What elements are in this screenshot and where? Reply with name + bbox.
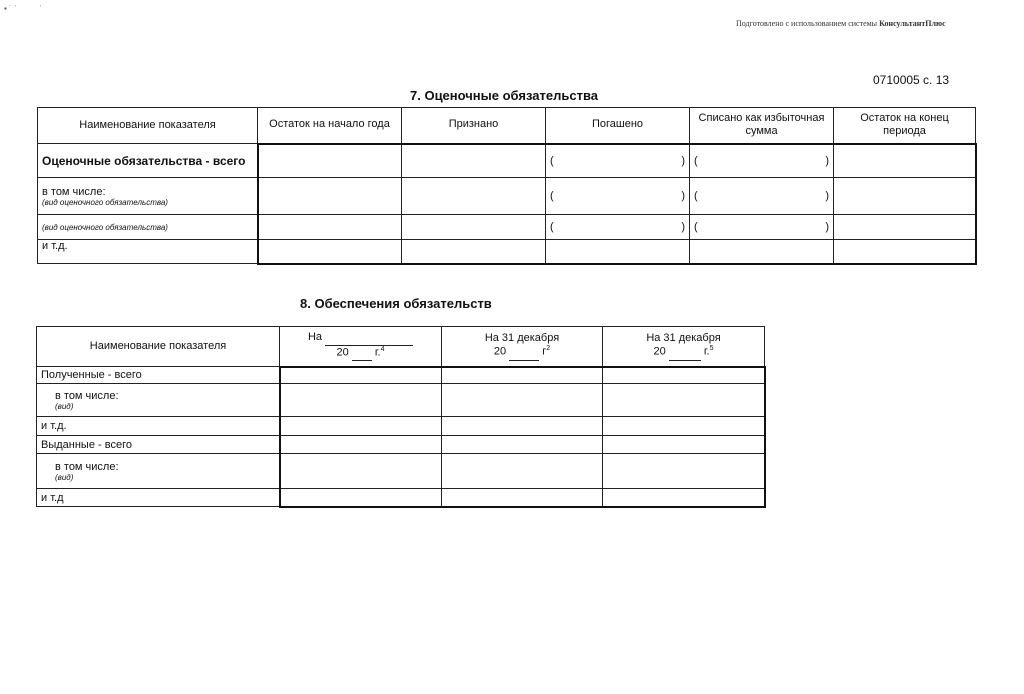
table-row xyxy=(38,215,976,240)
row-label: и т.д. xyxy=(38,240,258,264)
note-prefix: Подготовлено с использованием системы xyxy=(736,19,880,28)
col-header-written-off: Списано как избыточная сумма xyxy=(690,108,834,144)
row-label: в том числе: xyxy=(55,389,119,402)
data-cell[interactable] xyxy=(834,178,976,215)
row-label-cell xyxy=(37,384,280,417)
table-header-row xyxy=(38,108,976,144)
data-cell[interactable] xyxy=(442,436,603,454)
data-cell[interactable] xyxy=(402,215,546,240)
col-header-date3-top: На 31 декабря xyxy=(646,331,721,344)
section8-title: 8. Обеспечения обязательств xyxy=(300,296,492,311)
year-prefix: 20 xyxy=(493,346,507,359)
data-cell[interactable] xyxy=(690,178,834,215)
row-label: в том числе: xyxy=(42,185,106,198)
footnote-mark: 4 xyxy=(380,345,385,353)
row-sublabel: (вид оценочного обязательства) xyxy=(42,197,168,207)
paren-open: ( xyxy=(550,190,554,202)
col-header-recognized: Признано xyxy=(402,108,546,144)
data-cell[interactable] xyxy=(258,240,402,264)
data-cell[interactable] xyxy=(442,417,603,436)
paren-open: ( xyxy=(694,221,698,233)
col-header-date2 xyxy=(442,327,603,367)
data-cell[interactable] xyxy=(834,240,976,264)
footnote-mark: 5 xyxy=(709,345,714,353)
year-prefix: 20 xyxy=(336,346,349,359)
data-cell[interactable] xyxy=(546,240,690,264)
table-row xyxy=(37,489,765,507)
data-cell[interactable] xyxy=(834,215,976,240)
data-cell[interactable] xyxy=(258,178,402,215)
table-row xyxy=(37,384,765,417)
table-row xyxy=(37,454,765,489)
year-prefix: 20 xyxy=(653,346,666,359)
table-row xyxy=(37,367,765,384)
row-label: Полученные - всего xyxy=(37,367,280,384)
table-row xyxy=(38,240,976,264)
table-header-row xyxy=(37,327,765,367)
row-sublabel: (вид) xyxy=(55,401,74,411)
col-header-date2-bottom xyxy=(446,345,598,360)
col-header-closing: Остаток на конец периода xyxy=(834,108,976,144)
col-header-repaid: Погашено xyxy=(546,108,690,144)
data-cell[interactable] xyxy=(280,436,442,454)
data-cell[interactable] xyxy=(258,215,402,240)
col-header-name: Наименование показателя xyxy=(37,327,280,367)
data-cell[interactable] xyxy=(402,240,546,264)
data-cell[interactable] xyxy=(258,144,402,178)
data-cell[interactable] xyxy=(280,489,442,507)
data-cell[interactable] xyxy=(834,144,976,178)
data-cell[interactable] xyxy=(603,454,765,489)
row-label: Оценочные обязательства - всего xyxy=(38,144,258,178)
paren-open: ( xyxy=(550,221,554,233)
col-header-name: Наименование показателя xyxy=(38,108,258,144)
data-cell[interactable] xyxy=(603,489,765,507)
paren-close: ) xyxy=(825,221,829,233)
data-cell[interactable] xyxy=(442,384,603,417)
note-brand: КонсультантПлюс xyxy=(879,19,946,28)
data-cell[interactable] xyxy=(690,240,834,264)
data-cell[interactable] xyxy=(280,367,442,384)
data-cell[interactable] xyxy=(442,367,603,384)
table-row xyxy=(37,417,765,436)
scan-specks: ▪ ˙ ˈ ˈ xyxy=(4,4,42,13)
data-cell[interactable] xyxy=(546,215,690,240)
paren-open: ( xyxy=(694,154,698,167)
table-row xyxy=(38,144,976,178)
col-header-date2-top: На 31 декабря xyxy=(484,331,560,344)
row-label-cell xyxy=(38,178,258,215)
estimated-liabilities-table xyxy=(37,107,977,265)
col-header-date1-top xyxy=(284,331,437,346)
col-header-date1-bottom xyxy=(284,346,437,361)
data-cell[interactable] xyxy=(690,144,834,178)
data-cell[interactable] xyxy=(442,489,603,507)
collateral-table xyxy=(36,326,766,508)
paren-close: ) xyxy=(681,190,685,202)
year-suffix: г. xyxy=(703,346,710,359)
data-cell[interactable] xyxy=(690,215,834,240)
data-cell[interactable] xyxy=(603,436,765,454)
col-header-opening: Остаток на начало года xyxy=(258,108,402,144)
data-cell[interactable] xyxy=(546,144,690,178)
row-label: в том числе: xyxy=(55,460,119,473)
form-code: 0710005 с. 13 xyxy=(873,73,950,87)
row-label: и т.д xyxy=(37,489,280,507)
paren-close: ) xyxy=(681,221,685,233)
data-cell[interactable] xyxy=(280,417,442,436)
consultant-plus-note xyxy=(736,19,946,28)
table-row xyxy=(38,178,976,215)
row-label-cell xyxy=(37,454,280,489)
paren-open: ( xyxy=(550,154,554,167)
data-cell[interactable] xyxy=(603,367,765,384)
data-cell[interactable] xyxy=(280,454,442,489)
paren-close: ) xyxy=(681,154,685,167)
section7-title: 7. Оценочные обязательства xyxy=(410,88,598,103)
data-cell[interactable] xyxy=(546,178,690,215)
data-cell[interactable] xyxy=(280,384,442,417)
data-cell[interactable] xyxy=(402,144,546,178)
footnote-mark: 2 xyxy=(546,345,551,353)
paren-close: ) xyxy=(825,154,829,167)
year-suffix: г. xyxy=(374,346,381,359)
row-sublabel: (вид оценочного обязательства) xyxy=(38,215,258,240)
col-header-date3 xyxy=(603,327,765,367)
col-header-date3-bottom xyxy=(607,345,760,360)
row-label: Выданные - всего xyxy=(37,436,280,454)
date-prefix: На xyxy=(307,331,322,344)
data-cell[interactable] xyxy=(603,384,765,417)
paren-close: ) xyxy=(825,190,829,202)
data-cell[interactable] xyxy=(442,454,603,489)
data-cell[interactable] xyxy=(402,178,546,215)
row-sublabel: (вид) xyxy=(55,472,74,482)
data-cell[interactable] xyxy=(603,417,765,436)
year-suffix: г xyxy=(542,346,547,359)
table-row xyxy=(37,436,765,454)
paren-open: ( xyxy=(694,190,698,202)
row-label: и т.д. xyxy=(37,417,280,436)
col-header-date1 xyxy=(280,327,442,367)
